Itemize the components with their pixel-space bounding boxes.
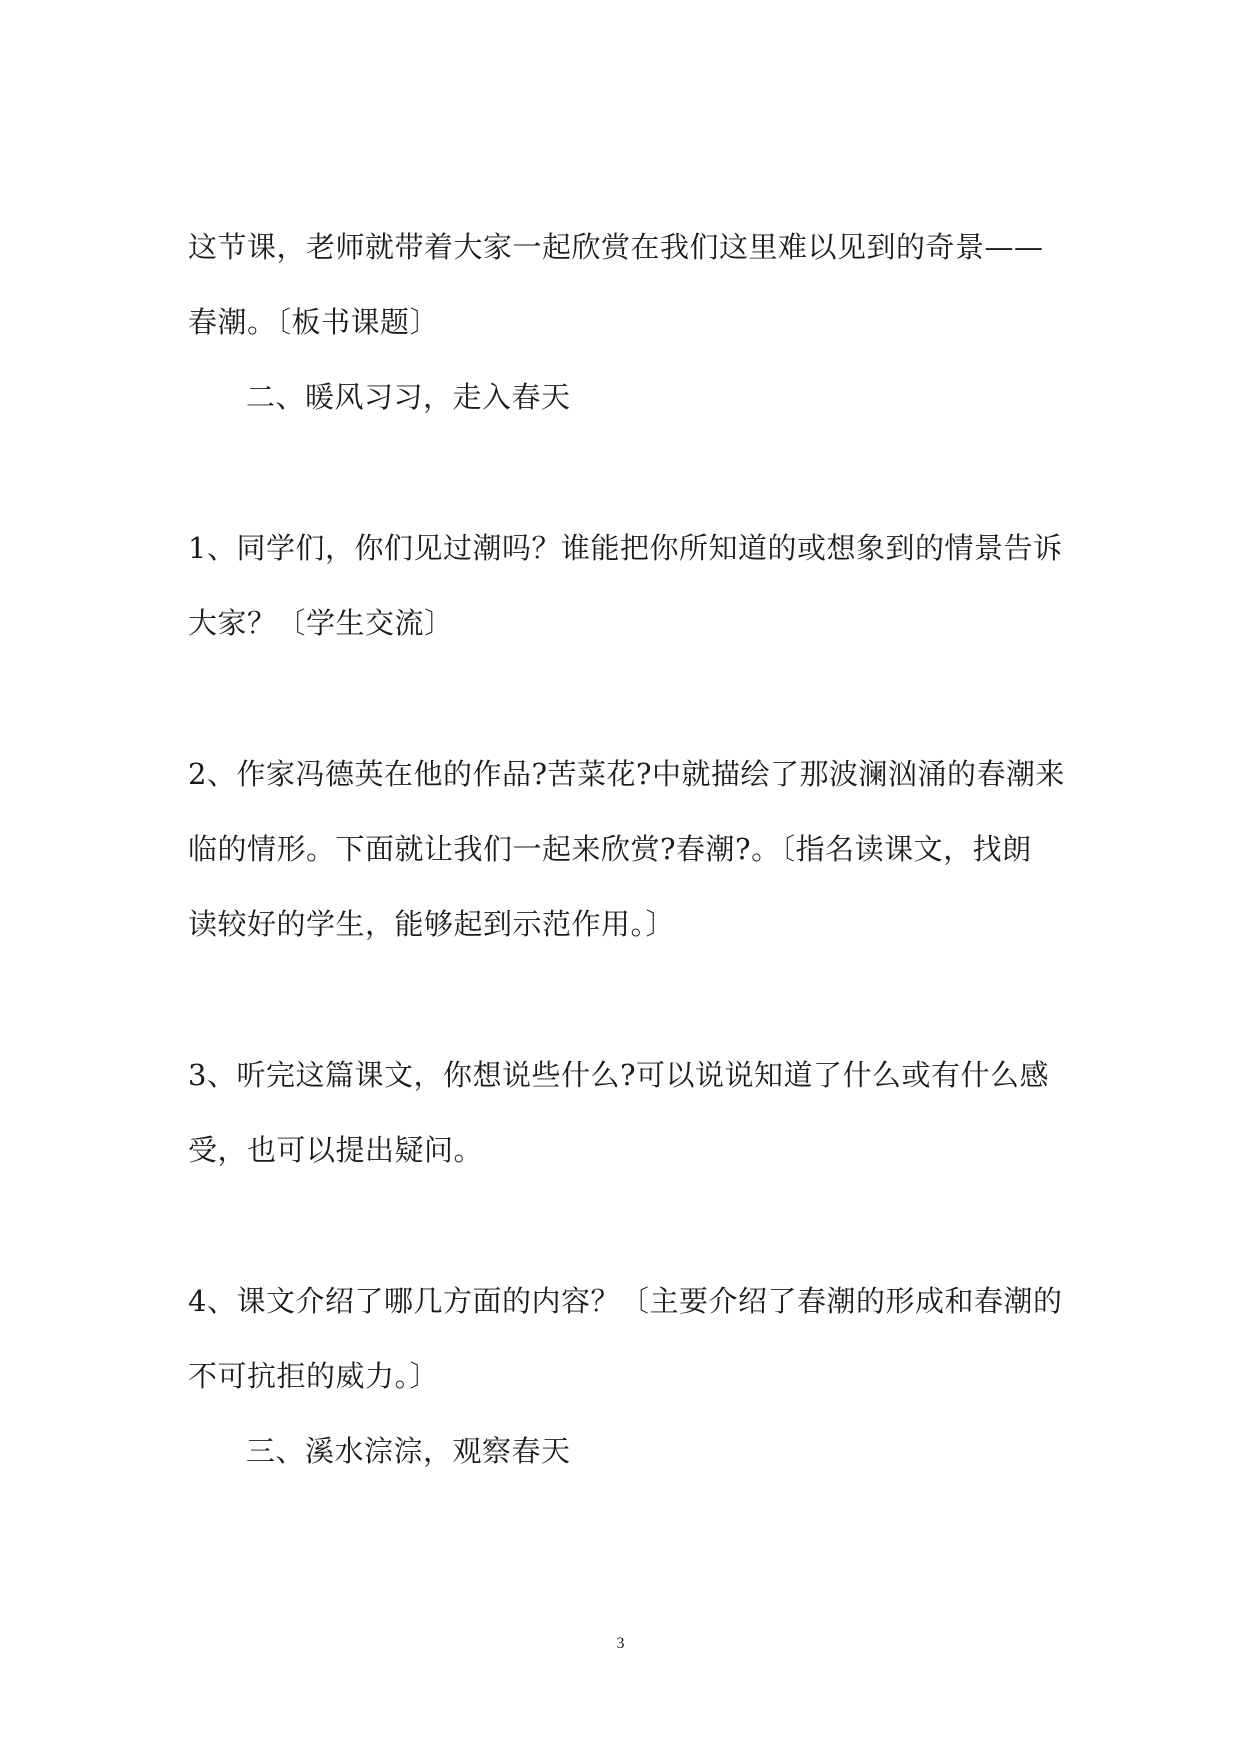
page-number: 3 bbox=[616, 1635, 625, 1652]
intro-line-2: 春潮。〔板书课题〕 bbox=[188, 305, 440, 339]
intro-line-1: 这节课，老师就带着大家一起欣赏在我们这里难以见到的奇景—— bbox=[188, 230, 1044, 264]
item-4-line-2: 不可抗拒的威力。〕 bbox=[188, 1359, 440, 1393]
item-2-line-2: 临的情形。下面就让我们一起来欣赏?春潮?。〔指名读课文，找朗 bbox=[188, 832, 1032, 866]
item-1-line-2: 大家？〔学生交流〕 bbox=[188, 606, 454, 640]
item-2-line-1: 2、作家冯德英在他的作品?苦菜花?中就描绘了那波澜汹涌的春潮来 bbox=[188, 757, 1066, 791]
section-2-heading: 二、暖风习习，走入春天 bbox=[246, 380, 571, 414]
item-1-line-1: 1、同学们，你们见过潮吗？谁能把你所知道的或想象到的情景告诉 bbox=[188, 531, 1063, 565]
section-3-heading: 三、溪水淙淙，观察春天 bbox=[246, 1434, 571, 1468]
item-3-line-2: 受，也可以提出疑问。 bbox=[188, 1133, 484, 1167]
item-4-line-1: 4、课文介绍了哪几方面的内容？〔主要介绍了春潮的形成和春潮的 bbox=[188, 1284, 1063, 1318]
item-2-line-3: 读较好的学生，能够起到示范作用。〕 bbox=[188, 907, 676, 941]
item-3-line-1: 3、听完这篇课文，你想说些什么?可以说说知道了什么或有什么感 bbox=[188, 1058, 1049, 1092]
